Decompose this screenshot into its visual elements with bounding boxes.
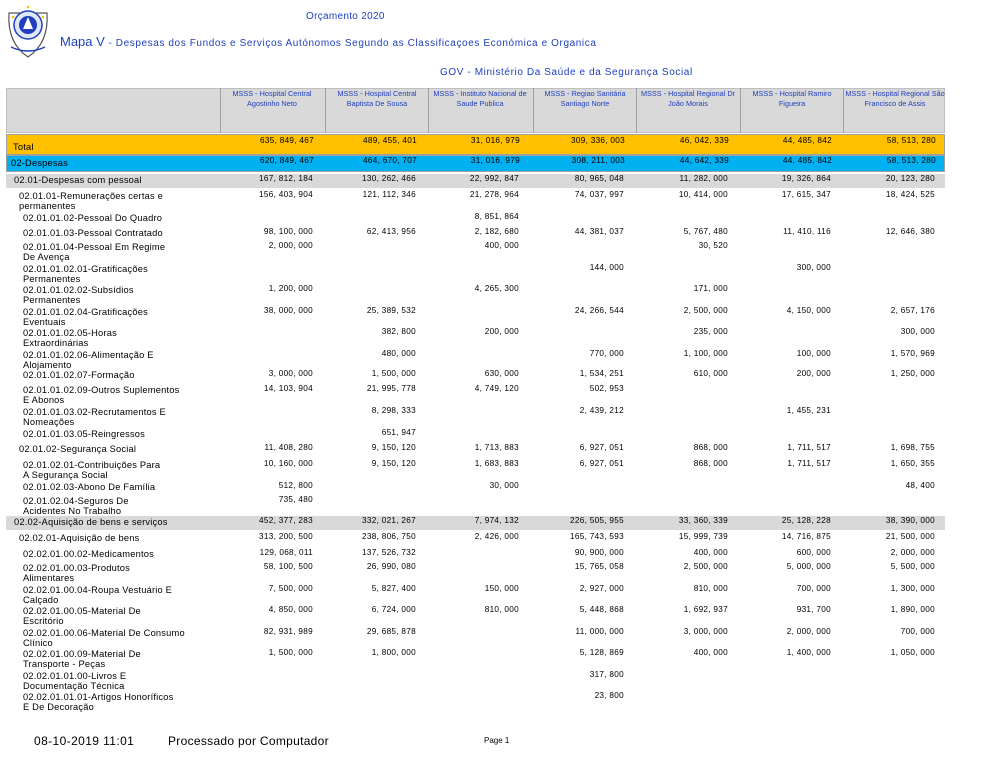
row-label: 02.02.01.00.04-Roupa Vestuário E Calçado [23, 585, 173, 605]
row-label: 02.02.01.00.09-Material De Transporte - Peças [23, 649, 141, 669]
row-value: 137, 526, 732 [362, 548, 416, 557]
ministry-name: GOV - Ministério Da Saúde e da Segurança Social [440, 67, 693, 78]
row-label: 02.01.01.04-Pessoal Em Regime De Avença [23, 242, 166, 262]
row-value: 5, 000, 000 [786, 562, 831, 571]
row-value: 226, 505, 955 [570, 516, 624, 525]
row-value: 2, 426, 000 [474, 532, 519, 541]
row-value: 4, 749, 120 [474, 384, 519, 393]
row-value: 11, 410, 116 [783, 227, 831, 236]
row-value: 129, 068, 011 [259, 548, 313, 557]
row-label: 02.01.01.02.04-Gratificações Eventuais [23, 307, 148, 327]
column-header: MSSS - Regiao Sanitária Santiago Norte [533, 88, 636, 133]
row-label: 02.02.01.00.02-Medicamentos [23, 549, 154, 559]
row-value: 156, 403, 904 [259, 190, 313, 199]
row-value: 58, 513, 280 [886, 156, 936, 165]
row-value: 1, 698, 755 [890, 443, 935, 452]
row-value: 171, 000 [693, 284, 728, 293]
row-value: 62, 413, 956 [366, 227, 416, 236]
row-value: 931, 700 [796, 605, 831, 614]
row-value: 452, 377, 283 [259, 516, 313, 525]
row-value: 400, 000 [693, 548, 728, 557]
report-title [60, 34, 597, 49]
row-value: 90, 900, 000 [574, 548, 624, 557]
row-value: 9, 150, 120 [371, 459, 416, 468]
row-value: 512, 800 [278, 481, 313, 490]
row-value: 464, 670, 707 [363, 156, 417, 165]
row-value: 17, 615, 347 [781, 190, 831, 199]
row-value: 6, 927, 051 [579, 459, 624, 468]
budget-year: Orçamento 2020 [306, 11, 385, 22]
row-value: 200, 000 [796, 369, 831, 378]
row-value: 2, 657, 176 [890, 306, 935, 315]
row-value: 735, 480 [278, 495, 313, 504]
row-value: 14, 716, 875 [781, 532, 831, 541]
print-date: 08-10-2019 11:01 [34, 734, 135, 748]
row-value: 770, 000 [589, 349, 624, 358]
row-value: 11, 282, 000 [679, 174, 728, 183]
table-row [6, 516, 945, 530]
row-value: 1, 250, 000 [890, 369, 935, 378]
row-label: 02-Despesas [11, 158, 68, 168]
row-value: 317, 800 [589, 670, 624, 679]
row-label: 02.01.02.03-Abono De Família [23, 482, 156, 492]
processed-note: Processado por Computador [168, 734, 329, 748]
row-value: 5, 448, 868 [579, 605, 624, 614]
table-row [6, 384, 945, 404]
row-value: 21, 500, 000 [885, 532, 935, 541]
row-value: 1, 713, 883 [474, 443, 519, 452]
row-value: 1, 300, 000 [890, 584, 935, 593]
row-value: 400, 000 [484, 241, 519, 250]
row-value: 10, 414, 000 [678, 190, 728, 199]
row-value: 4, 265, 300 [474, 284, 519, 293]
row-value: 300, 000 [900, 327, 935, 336]
row-value: 25, 128, 228 [781, 516, 831, 525]
row-label: 02.01-Despesas com pessoal [14, 175, 142, 185]
row-value: 1, 534, 251 [579, 369, 624, 378]
row-value: 382, 800 [381, 327, 416, 336]
table-row [6, 155, 945, 172]
column-header: MSSS - Hospital Ramiro Figueira [740, 88, 843, 133]
table-row [6, 406, 945, 426]
row-value: 700, 000 [796, 584, 831, 593]
row-value: 600, 000 [796, 548, 831, 557]
row-value: 58, 100, 500 [263, 562, 313, 571]
row-value: 20, 123, 280 [885, 174, 935, 183]
row-value: 4, 150, 000 [786, 306, 831, 315]
row-value: 630, 000 [484, 369, 519, 378]
row-value: 6, 927, 051 [579, 443, 624, 452]
row-value: 7, 500, 000 [268, 584, 313, 593]
row-value: 1, 650, 355 [890, 459, 935, 468]
row-value: 82, 931, 989 [263, 627, 313, 636]
table-row [6, 691, 945, 711]
row-value: 1, 100, 000 [683, 349, 728, 358]
table-row [6, 241, 945, 261]
row-value: 21, 278, 964 [469, 190, 519, 199]
row-value: 100, 000 [796, 349, 831, 358]
row-value: 1, 683, 883 [474, 459, 519, 468]
row-label: 02.01.02.01-Contribuições Para A Segurança Social [23, 460, 161, 480]
coat-of-arms-logo [3, 3, 53, 59]
row-value: 1, 890, 000 [890, 605, 935, 614]
row-value: 38, 000, 000 [263, 306, 313, 315]
table-row [6, 174, 945, 188]
table-row [6, 627, 945, 647]
row-value: 144, 000 [589, 263, 624, 272]
row-value: 235, 000 [693, 327, 728, 336]
row-value: 15, 765, 058 [574, 562, 624, 571]
row-value: 58, 513, 280 [886, 136, 936, 145]
row-value: 651, 947 [381, 428, 416, 437]
column-header: MSSS - Hospital Central Baptista De Sousa [325, 88, 428, 133]
row-value: 14, 103, 904 [263, 384, 313, 393]
table-row [6, 306, 945, 326]
table-row [6, 349, 945, 369]
row-value: 150, 000 [484, 584, 519, 593]
row-value: 15, 999, 739 [678, 532, 728, 541]
row-value: 2, 927, 000 [579, 584, 624, 593]
row-label: 02.02.01.01.00-Livros E Documentação Técnica [23, 671, 127, 691]
row-value: 332, 021, 267 [362, 516, 416, 525]
row-value: 2, 182, 680 [474, 227, 519, 236]
row-value: 5, 767, 480 [683, 227, 728, 236]
row-value: 400, 000 [693, 648, 728, 657]
row-value: 2, 500, 000 [683, 306, 728, 315]
row-label: 02.02.01.00.03-Produtos Alimentares [23, 563, 130, 583]
row-value: 2, 000, 000 [786, 627, 831, 636]
row-value: 6, 724, 000 [371, 605, 416, 614]
row-value: 5, 500, 000 [890, 562, 935, 571]
row-value: 810, 000 [484, 605, 519, 614]
row-value: 300, 000 [796, 263, 831, 272]
row-value: 25, 389, 532 [366, 306, 416, 315]
row-value: 74, 037, 997 [574, 190, 624, 199]
row-label: 02.02.01.00.06-Material De Consumo Clínico [23, 628, 185, 648]
row-value: 9, 150, 120 [371, 443, 416, 452]
row-value: 11, 408, 280 [264, 443, 313, 452]
row-value: 7, 974, 132 [474, 516, 519, 525]
row-label: 02.01.01.02.09-Outros Suplementos E Abonos [23, 385, 180, 405]
table-row [6, 134, 945, 155]
row-value: 130, 262, 466 [362, 174, 416, 183]
row-value: 610, 000 [693, 369, 728, 378]
row-value: 4, 850, 000 [268, 605, 313, 614]
row-label: 02.01.01.02-Pessoal Do Quadro [23, 213, 163, 223]
row-value: 10, 160, 000 [263, 459, 313, 468]
table-row [6, 584, 945, 604]
row-value: 12, 646, 380 [885, 227, 935, 236]
row-label: 02.01.01.03-Pessoal Contratado [23, 228, 163, 238]
table-row [6, 327, 945, 347]
column-header: MSSS - Hospital Regional Dr João Morais [636, 88, 739, 133]
row-label: 02.01.01-Remunerações certas e permanentes [19, 191, 163, 211]
table-row [6, 459, 945, 479]
row-value: 46, 042, 339 [679, 136, 729, 145]
row-value: 23, 800 [594, 691, 624, 700]
row-value: 44, 642, 339 [679, 156, 729, 165]
table-row [6, 190, 945, 210]
column-header: MSSS - Hospital Central Agostinho Neto [220, 88, 323, 133]
row-value: 31, 016, 979 [470, 156, 520, 165]
row-value: 98, 100, 000 [263, 227, 313, 236]
row-value: 38, 390, 000 [885, 516, 935, 525]
row-value: 868, 000 [693, 459, 728, 468]
row-value: 620, 849, 467 [260, 156, 314, 165]
row-label: 02.01.02-Segurança Social [19, 444, 137, 454]
row-value: 30, 520 [698, 241, 728, 250]
row-value: 3, 000, 000 [268, 369, 313, 378]
row-value: 308, 211, 003 [571, 156, 625, 165]
row-value: 33, 360, 339 [678, 516, 728, 525]
row-value: 44, 485, 842 [782, 156, 832, 165]
row-label: 02.01.01.03.02-Recrutamentos E Nomeações [23, 407, 166, 427]
row-label: 02.01.02.04-Seguros De Acidentes No Trabalho [23, 496, 129, 516]
row-label: 02.01.01.02.05-Horas Extraordinárias [23, 328, 117, 348]
row-value: 309, 336, 003 [571, 136, 625, 145]
row-value: 167, 812, 184 [259, 174, 313, 183]
row-label: Total [13, 142, 34, 152]
row-value: 21, 995, 778 [366, 384, 416, 393]
row-value: 19, 326, 864 [781, 174, 831, 183]
row-value: 31, 016, 979 [470, 136, 520, 145]
row-label: 02.02.01-Aquisição de bens [19, 533, 140, 543]
row-value: 48, 400 [905, 481, 935, 490]
row-value: 868, 000 [693, 443, 728, 452]
row-label: 02.01.01.03.05-Reingressos [23, 429, 146, 439]
row-value: 22, 992, 847 [469, 174, 519, 183]
row-value: 8, 851, 864 [474, 212, 519, 221]
row-value: 1, 200, 000 [268, 284, 313, 293]
row-value: 1, 500, 000 [371, 369, 416, 378]
row-value: 44, 381, 037 [574, 227, 624, 236]
row-value: 489, 455, 401 [363, 136, 417, 145]
row-value: 5, 128, 869 [579, 648, 624, 657]
table-row [6, 605, 945, 625]
row-value: 24, 266, 544 [574, 306, 624, 315]
row-value: 1, 711, 517 [787, 459, 831, 468]
row-value: 700, 000 [900, 627, 935, 636]
row-value: 26, 990, 080 [366, 562, 416, 571]
row-value: 11, 000, 000 [575, 627, 624, 636]
map-title: Mapa V [60, 34, 105, 49]
row-label: 02.02-Aquisição de bens e serviços [14, 517, 168, 527]
row-value: 502, 953 [589, 384, 624, 393]
row-value: 1, 400, 000 [786, 648, 831, 657]
column-header: MSSS - Hospital Regional São Francisco de Assis [843, 88, 946, 133]
row-value: 2, 000, 000 [268, 241, 313, 250]
column-header: MSSS - Instituto Nacional de Saude Publica [428, 88, 531, 133]
table-row [6, 562, 945, 582]
row-value: 2, 000, 000 [890, 548, 935, 557]
row-value: 165, 743, 593 [570, 532, 624, 541]
row-value: 1, 050, 000 [890, 648, 935, 657]
page-number: Page 1 [484, 736, 510, 745]
row-value: 121, 112, 346 [362, 190, 416, 199]
row-value: 8, 298, 333 [371, 406, 416, 415]
row-value: 1, 455, 231 [786, 406, 831, 415]
row-value: 18, 424, 525 [885, 190, 935, 199]
row-value: 1, 800, 000 [371, 648, 416, 657]
row-label: 02.02.01.00.05-Material De Escritório [23, 606, 141, 626]
table-row [6, 495, 945, 515]
row-label: 02.02.01.01.01-Artigos Honoríficos E De Decoração [23, 692, 174, 712]
row-value: 2, 500, 000 [683, 562, 728, 571]
row-value: 5, 827, 400 [371, 584, 416, 593]
row-value: 1, 500, 000 [268, 648, 313, 657]
row-value: 30, 000 [489, 481, 519, 490]
row-value: 313, 200, 500 [259, 532, 313, 541]
row-label: 02.01.01.02.06-Alimentação E Alojamento [23, 350, 154, 370]
row-value: 1, 692, 937 [683, 605, 728, 614]
row-value: 3, 000, 000 [683, 627, 728, 636]
row-label: 02.01.01.02.02-Subsídios Permanentes [23, 285, 134, 305]
report-subtitle: - Despesas dos Fundos e Serviços Autónomos Segundo as Classificaçoes Económica e Organica [108, 38, 597, 49]
row-value: 2, 439, 212 [579, 406, 624, 415]
row-value: 810, 000 [693, 584, 728, 593]
table-row [6, 263, 945, 283]
row-value: 635, 849, 467 [260, 136, 314, 145]
row-value: 1, 570, 969 [890, 349, 935, 358]
table-row [6, 648, 945, 668]
row-value: 44, 485, 842 [782, 136, 832, 145]
row-value: 1, 711, 517 [787, 443, 831, 452]
row-value: 238, 806, 750 [362, 532, 416, 541]
row-value: 29, 685, 878 [366, 627, 416, 636]
row-label: 02.01.01.02.07-Formação [23, 370, 135, 380]
table-row [6, 670, 945, 690]
table-row [6, 284, 945, 304]
row-value: 200, 000 [484, 327, 519, 336]
row-value: 80, 965, 048 [574, 174, 624, 183]
row-value: 480, 000 [381, 349, 416, 358]
row-label: 02.01.01.02.01-Gratificações Permanentes [23, 264, 148, 284]
